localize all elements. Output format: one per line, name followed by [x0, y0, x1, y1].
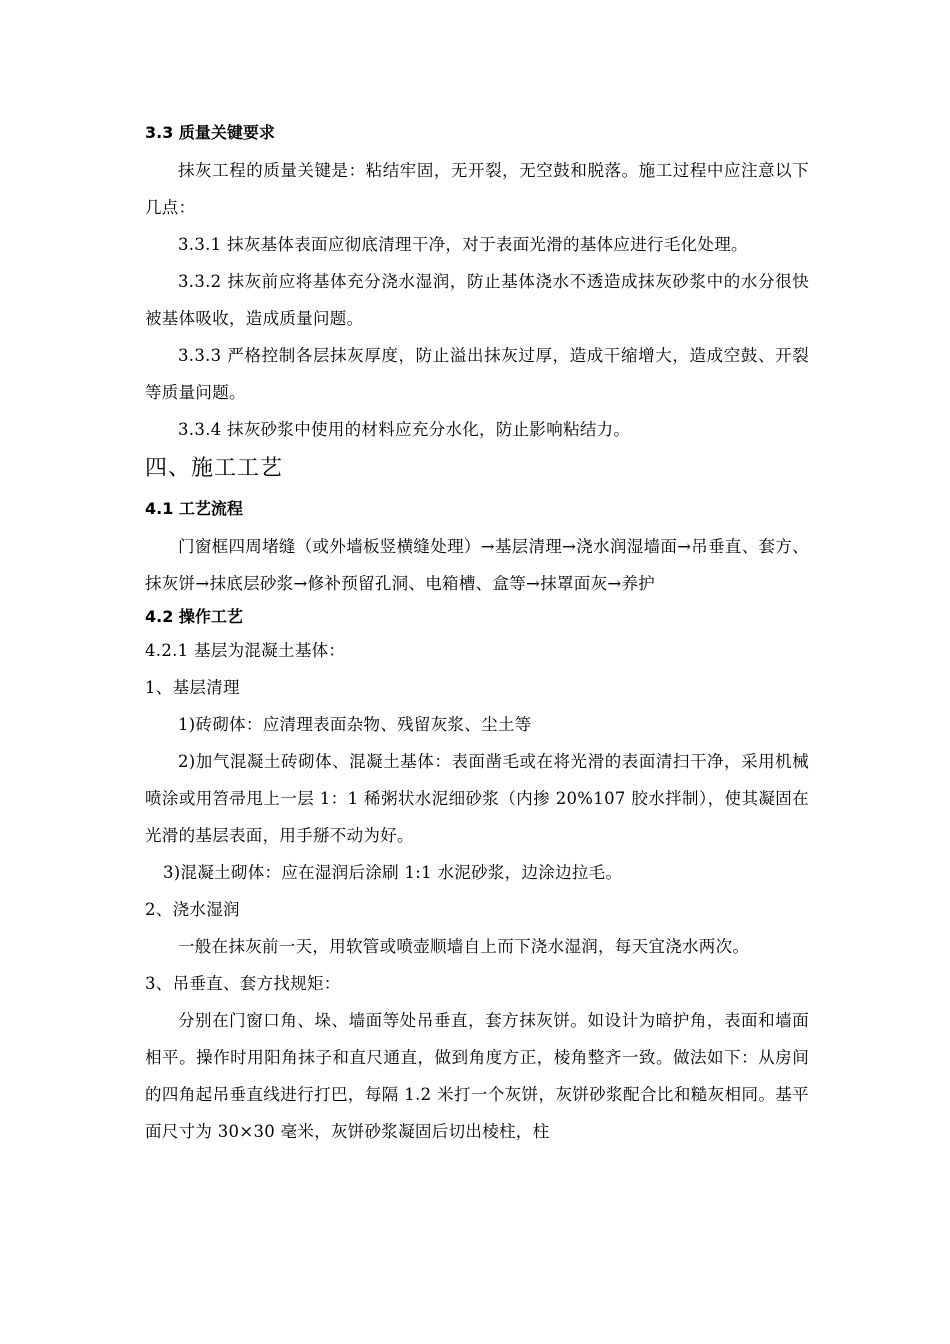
item-3-3-1: 3.3.1 抹灰基体表面应彻底清理干净，对于表面光滑的基体应进行毛化处理。 [178, 235, 748, 254]
document-body [145, 118, 809, 1150]
item-3-3-2: 3.3.2 抹灰前应将基体充分浇水湿润，防止基体浇水不透造成抹灰砂浆中的水分很快被基体吸收，造成质量问题。 [145, 272, 809, 328]
process-flow-text: 门窗框四周堵缝（或外墙板竖横缝处理）→基层清理→浇水润湿墙面→吊垂直、套方、抹灰饼→抹底层砂浆→修补预留孔洞、电箱槽、盒等→抹罩面灰→养护 [145, 537, 809, 593]
chapter-4-title: 四、施工工艺 [145, 456, 284, 481]
step-2-title: 2、浇水湿润 [145, 900, 240, 919]
section-4-2-title: 4.2 操作工艺 [145, 607, 243, 626]
step-1-brick: 1)砖砌体：应清理表面杂物、残留灰浆、尘土等 [178, 715, 532, 734]
item-3-3-3: 3.3.3 严格控制各层抹灰厚度，防止溢出抹灰过厚，造成干缩增大，造成空鼓、开裂等质量问题。 [145, 346, 809, 402]
step-1-title: 1、基层清理 [145, 678, 240, 697]
step-2-text: 一般在抹灰前一天，用软管或喷壶顺墙自上而下浇水湿润，每天宜浇水两次。 [178, 937, 750, 956]
section-3-3-title: 3.3 质量关键要求 [145, 123, 275, 142]
step-3-text: 分别在门窗口角、垛、墙面等处吊垂直，套方抹灰饼。如设计为暗护角，表面和墙面相平。操作时用阳角抹子和直尺通直，做到角度方正，棱角整齐一致。做法如下：从房间的四角起吊垂直线进行打巴，每隔 1.2 米打一个灰饼，灰饼砂浆配合比和糙灰相同。基平面尺寸为 30×30 毫米，灰饼砂浆凝固后切出棱柱，柱 [145, 1011, 809, 1141]
item-3-3-4: 3.3.4 抹灰砂浆中使用的材料应充分水化，防止影响粘结力。 [178, 420, 631, 439]
item-4-2-1: 4.2.1 基层为混凝土基体： [145, 641, 346, 660]
step-1-concrete-masonry: 3)混凝土砌体：应在湿润后涂刷 1:1 水泥砂浆，边涂边拉毛。 [163, 863, 623, 882]
step-1-aerated-concrete: 2)加气混凝土砖砌体、混凝土基体：表面凿毛或在将光滑的表面清扫干净，采用机械喷涂或用笤帚甩上一层 1：1 稀粥状水泥细砂浆（内掺 20%107 胶水拌制），使其凝固在光滑的基层表面，用手掰不动为好。 [145, 752, 809, 845]
section-3-3-intro: 抹灰工程的质量关键是：粘结牢固，无开裂，无空鼓和脱落。施工过程中应注意以下几点： [145, 161, 809, 217]
section-4-1-title: 4.1 工艺流程 [145, 499, 243, 518]
step-3-title: 3、吊垂直、套方找规矩： [145, 974, 341, 993]
